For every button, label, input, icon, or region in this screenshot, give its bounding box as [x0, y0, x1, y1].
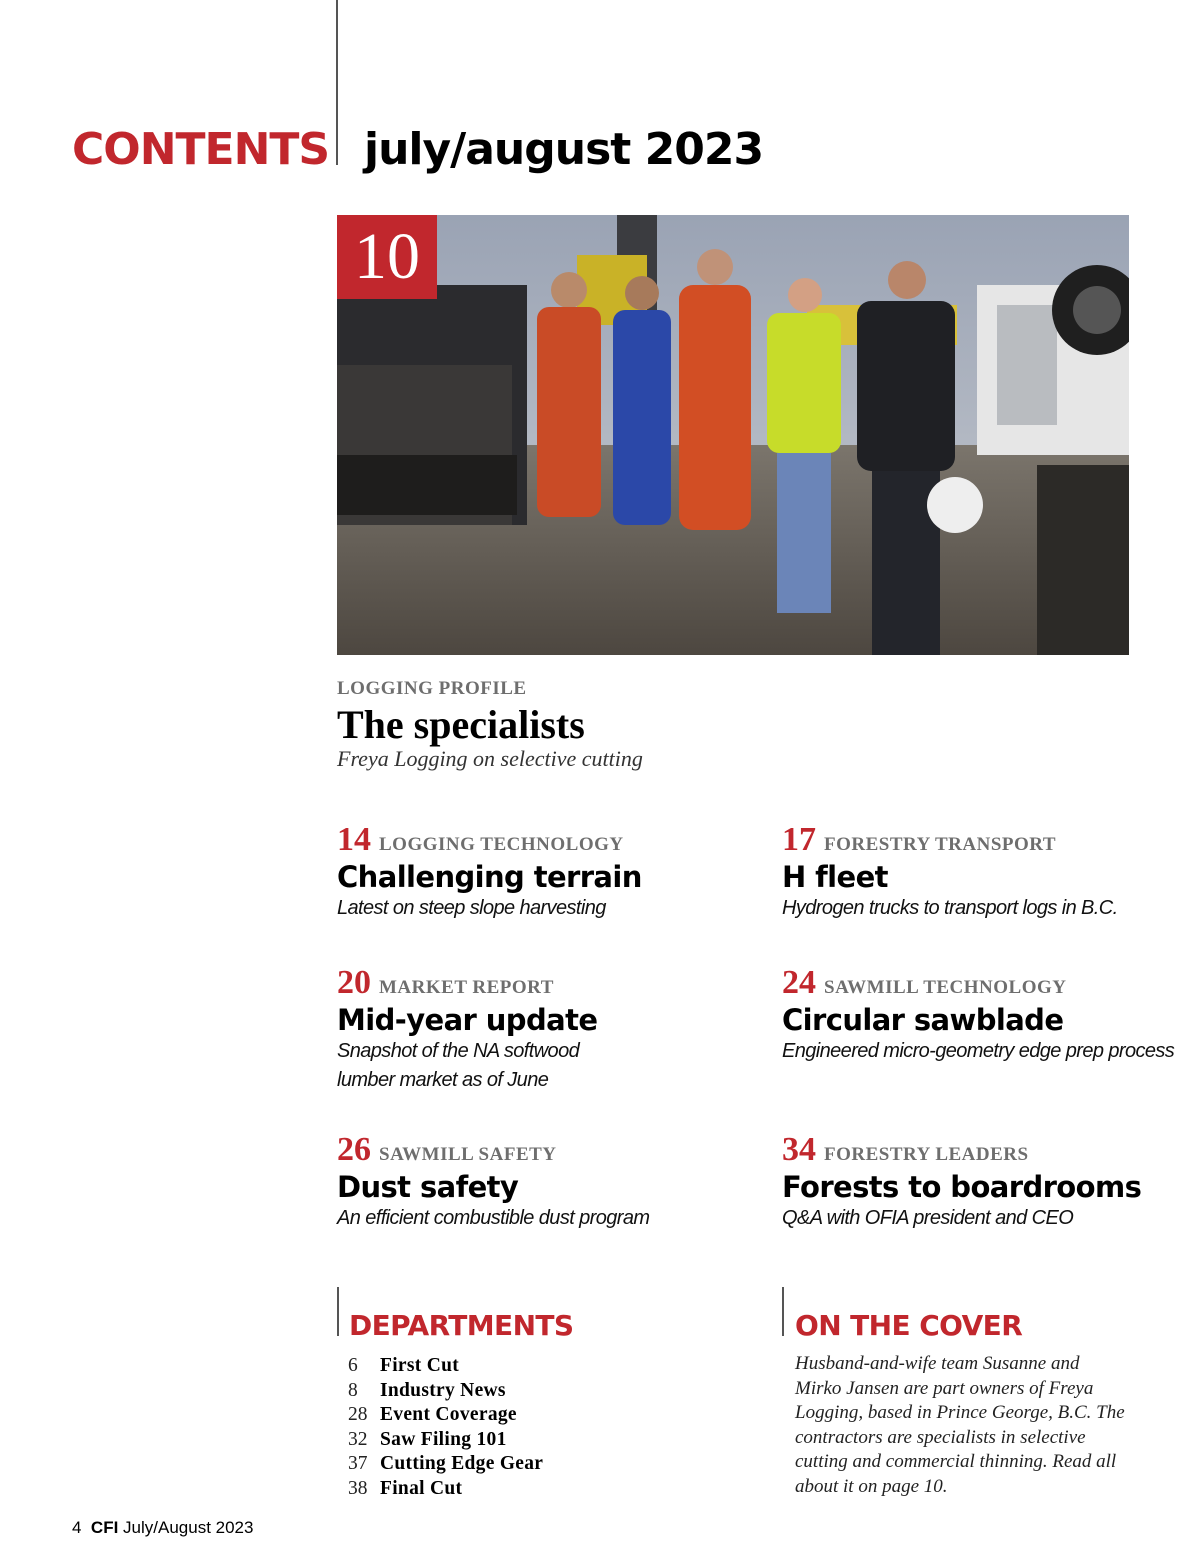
story-title: Circular sawblade [782, 1003, 1064, 1037]
story-item[interactable] [782, 1130, 1162, 1233]
story-page-number: 26 [337, 1131, 371, 1168]
department-name: Saw Filing 101 [380, 1428, 507, 1450]
department-name: Event Coverage [380, 1404, 517, 1426]
story-dek: Snapshot of the NA softwood lumber market as of June [337, 1040, 580, 1091]
contents-label: CONTENTS [72, 124, 330, 175]
department-page: 6 [348, 1355, 358, 1376]
feature-dek: Freya Logging on selective cutting [337, 746, 643, 771]
story-kicker: MARKET REPORT [379, 977, 554, 998]
story-kicker: SAWMILL TECHNOLOGY [824, 977, 1067, 998]
story-kicker: FORESTRY TRANSPORT [824, 834, 1057, 855]
departments-list [348, 1354, 543, 1502]
feature-page-badge: 10 [337, 215, 437, 299]
department-page: 37 [348, 1453, 368, 1475]
story-item[interactable] [337, 1130, 717, 1233]
department-page: 28 [348, 1404, 368, 1426]
story-dek: Q&A with OFIA president and CEO [782, 1207, 1074, 1229]
story-title: Dust safety [337, 1170, 519, 1204]
story-kicker: LOGGING TECHNOLOGY [379, 834, 624, 855]
story-title: Mid-year update [337, 1003, 598, 1037]
issue-date: july/august 2023 [364, 124, 764, 175]
story-page-number: 34 [782, 1131, 816, 1168]
story-title: Forests to boardrooms [782, 1170, 1142, 1204]
story-item[interactable] [337, 820, 717, 923]
department-name: Cutting Edge Gear [380, 1453, 544, 1475]
story-page-number: 14 [337, 821, 371, 858]
department-name: Final Cut [380, 1477, 463, 1499]
story-title: Challenging terrain [337, 860, 642, 894]
story-page-number: 24 [782, 964, 816, 1001]
header-divider [336, 0, 338, 165]
departments-heading: DEPARTMENTS [349, 1309, 574, 1342]
departments-divider [337, 1287, 339, 1336]
department-name: Industry News [380, 1379, 506, 1401]
department-item[interactable] [348, 1452, 543, 1477]
department-page: 8 [348, 1379, 358, 1401]
story-item[interactable] [782, 820, 1162, 923]
cover-divider [782, 1287, 784, 1336]
feature-photo-illustration [337, 215, 1129, 655]
department-item[interactable] [348, 1428, 543, 1453]
department-name: First Cut [380, 1355, 460, 1376]
footer-magazine: CFI [90, 1518, 119, 1537]
department-item[interactable] [348, 1379, 543, 1404]
story-kicker: FORESTRY LEADERS [824, 1144, 1029, 1165]
cover-heading: ON THE COVER [795, 1309, 1023, 1342]
department-page: 38 [348, 1477, 368, 1499]
story-page-number: 20 [337, 964, 371, 1001]
story-dek: An efficient combustible dust program [337, 1207, 650, 1229]
footer-page-number: 4 [72, 1518, 82, 1537]
story-dek: Hydrogen trucks to transport logs in B.C. [782, 897, 1118, 919]
feature-title[interactable]: The specialists [337, 702, 585, 747]
department-item[interactable] [348, 1477, 543, 1502]
story-item[interactable] [337, 963, 637, 1095]
department-item[interactable] [348, 1403, 543, 1428]
feature-kicker: LOGGING PROFILE [337, 678, 527, 699]
page-footer [72, 1518, 253, 1538]
cover-description: Husband-and-wife team Susanne and Mirko Jansen are part owners of Freya Logging, based in Prince George, B.C. The contractors are specialists in selective cutting and commercial thinning. Read all about it on page 10. [795, 1353, 1125, 1497]
department-page: 32 [348, 1428, 368, 1450]
story-kicker: SAWMILL SAFETY [379, 1144, 557, 1165]
feature-photo[interactable] [337, 215, 1129, 655]
story-item[interactable] [782, 963, 1182, 1066]
story-dek: Engineered micro-geometry edge prep process [782, 1040, 1175, 1062]
story-title: H fleet [782, 860, 888, 894]
footer-issue: July/August 2023 [123, 1518, 254, 1537]
story-dek: Latest on steep slope harvesting [337, 897, 606, 919]
department-item[interactable] [348, 1354, 543, 1379]
story-page-number: 17 [782, 821, 816, 858]
